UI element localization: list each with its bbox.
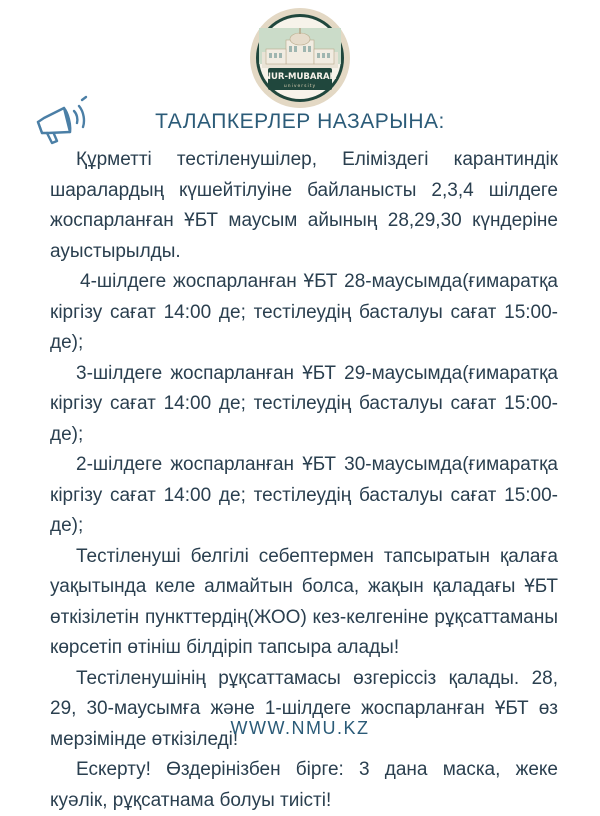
paragraph-warning: Ескерту! Өздерінізбен бірге: 3 дана маска, жеке куәлік, рұқсатнама болуы тиісті!: [50, 759, 558, 811]
paragraph-july-3: 3-шілдеге жоспарланған ҰБТ 29-маусымда(ғимаратқа кіргізу сағат 14:00 де; тестілеудің басталуы сағат 15:00-де);: [50, 362, 558, 445]
logo-sub-text: university: [283, 84, 317, 89]
paragraph-permit: Тестіленушінің рұқсаттамасы өзгеріссіз қалады. 28, 29, 30-маусымға және 1-шілдеге жоспарланған ҰБТ өз мерзімінде өткізіледі!: [50, 667, 558, 750]
paragraph-intro: Құрметті тестіленушілер, Еліміздегі карантиндік шаралардың күшейтілуіне байланысты 2,3,4 шілдеге жоспарланған ҰБТ маусым айының 28,29,30 күндеріне ауыстырылды.: [50, 149, 558, 262]
logo-name-text: NUR-MUBARAK: [263, 72, 337, 82]
paragraph-july-2: 2-шілдеге жоспарланған ҰБТ 30-маусымда(ғимаратқа кіргізу сағат 14:00 де; тестілеудің басталуы сағат 15:00-де);: [50, 454, 558, 536]
paragraph-july-4: 4-шілдеге жоспарланған ҰБТ 28-маусымда(ғимаратқа кіргізу сағат 14:00 де; тестілеудің басталуы сағат 15:00-де);: [50, 271, 558, 353]
announcement-title: ТАЛАПКЕРЛЕР НАЗАРЫНА:: [155, 110, 445, 133]
university-emblem: [248, 6, 352, 110]
paragraph-other-city: Тестіленуші белгілі себептермен тапсыратын қалаға уақытында келе алмайтын болса, жақын қаладағы ҰБТ өткізілетін пункттердің(ЖОО) кез-келгеніне рұқсаттаманы көрсетіп өтініш білдіріп тапсыра алады!: [50, 545, 558, 658]
university-logo: [248, 6, 352, 110]
website-link[interactable]: WWW.NMU.KZ: [230, 718, 370, 738]
announcement-body: [50, 145, 558, 816]
